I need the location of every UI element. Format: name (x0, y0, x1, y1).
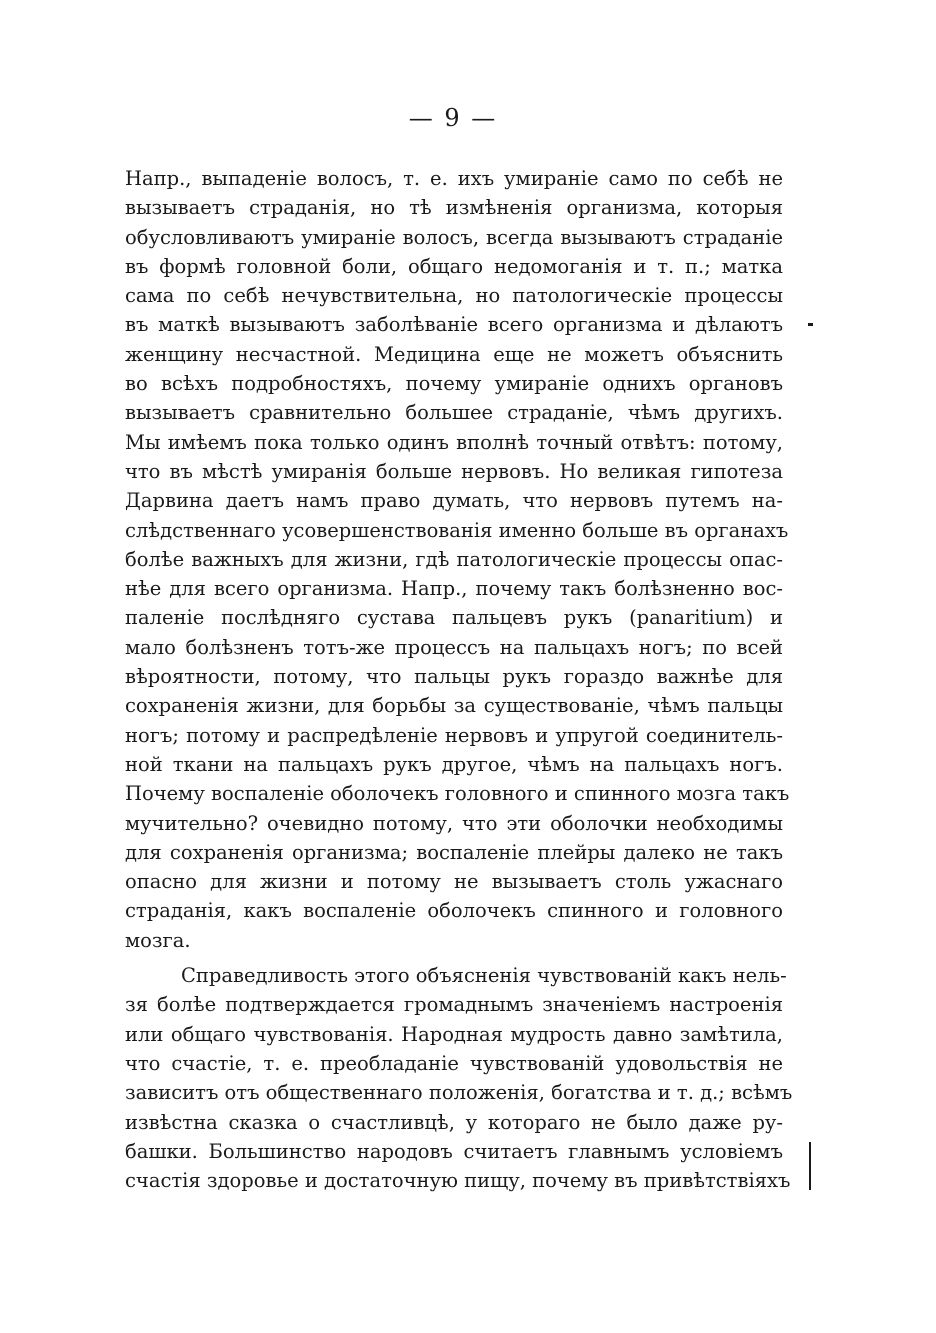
text-line: Мы имѣемъ пока только одинъ вполнѣ точный отвѣтъ: потому, (125, 430, 783, 454)
text-line: ной ткани на пальцахъ рукъ другое, чѣмъ на пальцахъ ногъ. (125, 752, 783, 776)
text-line: въ формѣ головной боли, общаго недомоганія и т. п.; матка (125, 254, 783, 278)
text-line: Напр., выпаденіе волосъ, т. е. ихъ умираніе само по себѣ не (125, 167, 783, 190)
text-line: ногъ; потому и распредѣленіе нервовъ и упругой соединитель- (125, 723, 783, 747)
text-line: болѣе важныхъ для жизни, гдѣ патологическіе процессы опас- (125, 547, 783, 571)
text-line: Дарвина даетъ намъ право думать, что нервовъ путемъ на- (125, 489, 783, 513)
text-line: для сохраненія организма; воспаленіе плейры далеко не такъ (125, 840, 783, 864)
text-line: въ маткѣ вызываютъ заболѣваніе всего организма и дѣлаютъ (125, 313, 783, 337)
text-line: обусловливаютъ умираніе волосъ, всегда вызываютъ страданіе (125, 225, 783, 249)
text-line: страданія, какъ воспаленіе оболочекъ спинного и головного (125, 899, 783, 923)
margin-dot-mark (808, 323, 813, 326)
text-line: женщину несчастной. Медицина еще не можетъ объяснить (125, 342, 783, 366)
paragraph-1 (125, 164, 790, 955)
text-line: мучительно? очевидно потому, что эти оболочки необходимы (125, 811, 783, 835)
text-line: или общаго чувствованія. Народная мудрость давно замѣтила, (125, 1022, 783, 1046)
text-line: извѣстна сказка о счастливцѣ, у котораго не было даже ру- (125, 1110, 783, 1134)
text-line: что счастіе, т. е. преобладаніе чувствованій удовольствія не (125, 1051, 783, 1075)
text-line: мало болѣзненъ тотъ-же процессъ на пальцахъ ногъ; по всей (125, 635, 783, 659)
text-line: зя болѣе подтверждается громаднымъ значеніемъ настроенія (125, 993, 783, 1017)
page-number: — 9 — (408, 104, 498, 132)
text-line: вѣроятности, потому, что пальцы рукъ гораздо важнѣе для (125, 665, 783, 689)
text-line: Почему воспаленіе оболочекъ головного и спинного мозга такъ (125, 782, 790, 806)
text-line: во всѣхъ подробностяхъ, почему умираніе однихъ органовъ (125, 372, 783, 396)
text-line: зависитъ отъ общественнаго положенія, богатства и т. д.; всѣмъ (125, 1081, 793, 1105)
paragraph-2 (125, 961, 793, 1195)
text-line: счастія здоровье и достаточную пищу, почему въ привѣтствіяхъ (125, 1169, 791, 1193)
text-line: сама по себѣ нечувствительна, но патологическіе процессы (125, 284, 783, 308)
margin-bar-mark (809, 1142, 811, 1190)
text-line: вызываетъ сравнительно большее страданіе, чѣмъ другихъ. (125, 401, 783, 425)
text-line: сохраненія жизни, для борьбы за существованіе, чѣмъ пальцы (125, 694, 783, 718)
text-line: опасно для жизни и потому не вызываетъ столь ужаснаго (125, 870, 783, 894)
text-line: нѣе для всего организма. Напр., почему такъ болѣзненно вос- (125, 577, 783, 601)
text-line: башки. Большинство народовъ считаетъ главнымъ условіемъ (125, 1139, 783, 1163)
text-line: слѣдственнаго усовершенствованія именно больше въ органахъ (125, 518, 789, 542)
text-line: мозга. (125, 928, 191, 952)
text-line: Справедливость этого объясненія чувствованій какъ нель- (181, 964, 787, 988)
page-text (125, 164, 793, 1195)
text-line: вызываетъ страданія, но тѣ измѣненія организма, которыя (125, 196, 783, 220)
text-line: что въ мѣстѣ умиранія больше нервовъ. Но великая гипотеза (125, 459, 783, 483)
text-line: паленіе послѣдняго сустава пальцевъ рукъ (panaritium) и (125, 606, 783, 630)
